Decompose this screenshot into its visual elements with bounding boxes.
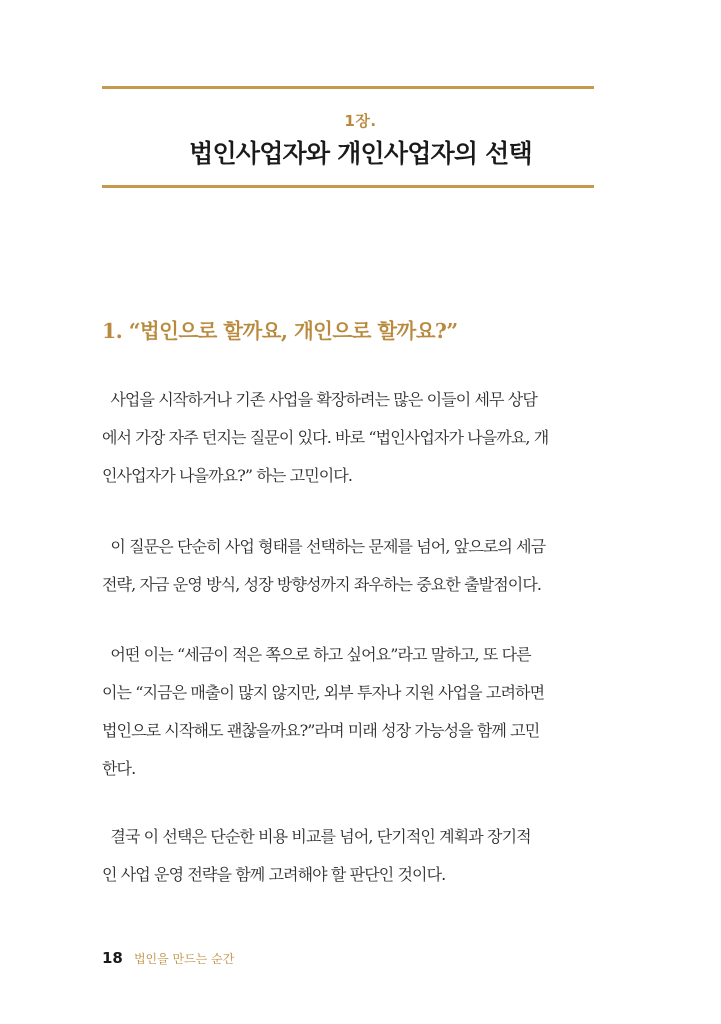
paragraph-2 [102, 528, 594, 604]
paragraph-line: 에서 가장 자주 던지는 질문이 있다. 바로 “법인사업자가 나을까요, 개 [102, 428, 549, 447]
paragraph-line: 이 질문은 단순히 사업 형태를 선택하는 문제를 넘어, 앞으로의 세금 [102, 537, 546, 556]
running-title: 법인을 만드는 순간 [133, 952, 235, 966]
paragraph-line: 한다. [102, 759, 136, 778]
paragraph-1 [102, 381, 594, 495]
paragraph-line: 결국 이 선택은 단순한 비용 비교를 넘어, 단기적인 계획과 장기적 [102, 827, 531, 846]
paragraph-4 [102, 818, 594, 894]
page-number: 18 [102, 949, 123, 967]
paragraph-line: 사업을 시작하거나 기존 사업을 확장하려는 많은 이들이 세무 상담 [102, 390, 537, 409]
page-footer [102, 948, 234, 967]
paragraph-3 [102, 636, 594, 788]
paragraph-line: 법인으로 시작해도 괜찮을까요?”라며 미래 성장 가능성을 함께 고민 [102, 721, 540, 740]
bottom-rule [102, 185, 594, 188]
paragraph-line: 인사업자가 나을까요?” 하는 고민이다. [102, 466, 353, 485]
paragraph-line: 이는 “지금은 매출이 많지 않지만, 외부 투자나 지원 사업을 고려하면 [102, 683, 545, 702]
paragraph-line: 인 사업 운영 전략을 함께 고려해야 할 판단인 것이다. [102, 865, 446, 884]
paragraph-line: 전략, 자금 운영 방식, 성장 방향성까지 좌우하는 중요한 출발점이다. [102, 575, 542, 594]
top-rule [102, 86, 594, 89]
chapter-title: 법인사업자와 개인사업자의 선택 [189, 139, 532, 168]
section-heading: 1. “법인으로 할까요, 개인으로 할까요?” [102, 319, 458, 343]
paragraph-line: 어떤 이는 “세금이 적은 쪽으로 하고 싶어요”라고 말하고, 또 다른 [102, 645, 531, 664]
chapter-label: 1장. [344, 112, 377, 130]
